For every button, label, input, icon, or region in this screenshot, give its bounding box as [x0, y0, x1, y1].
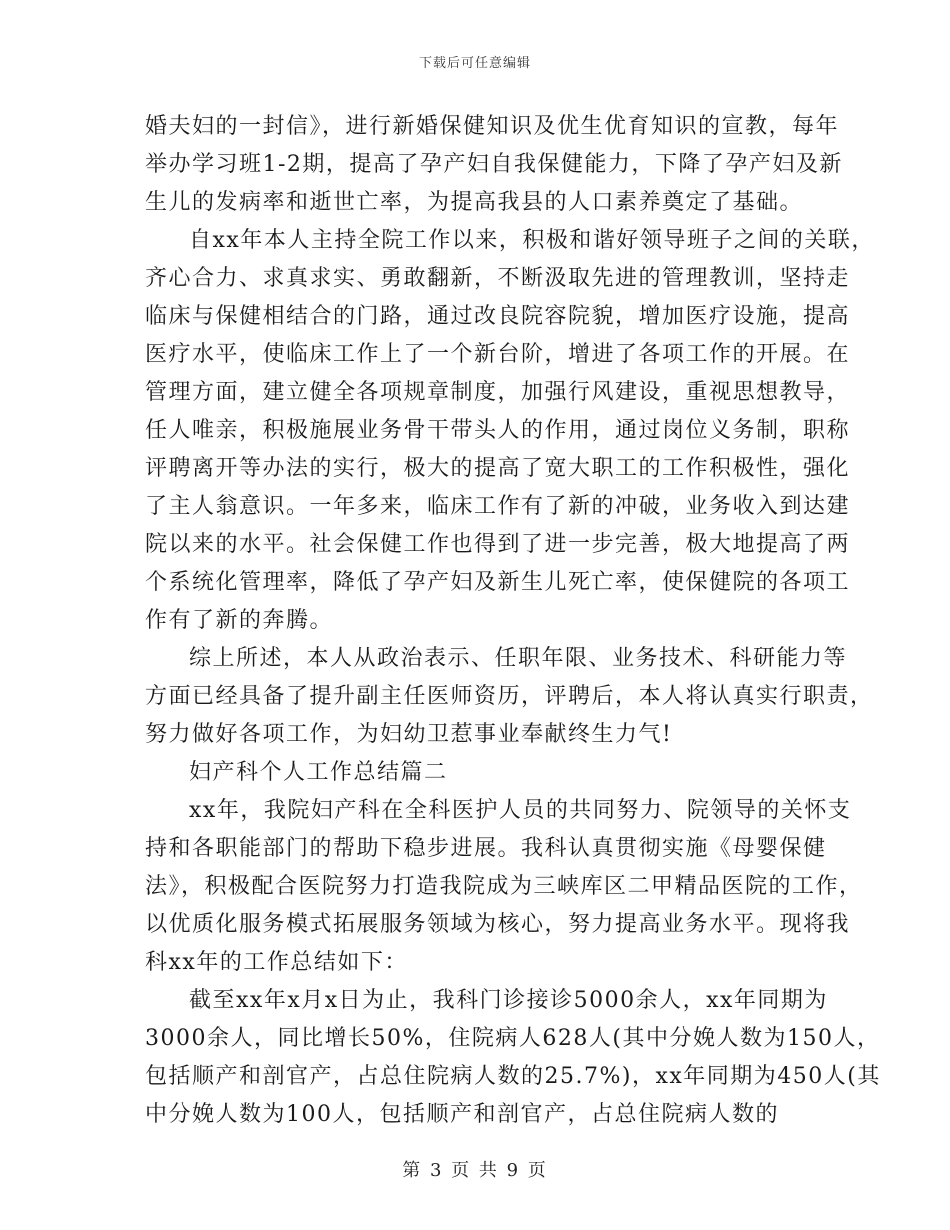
- text-line: 科xx年的工作总结如下：: [145, 950, 408, 975]
- text-line: 医疗水平，使临床工作上了一个新台阶，增进了各项工作的开展。在: [145, 342, 851, 367]
- text-line: 持和各职能部门的帮助下稳步进展。我科认真贯彻实施《母婴保健: [145, 836, 827, 861]
- text-line: 管理方面，建立健全各项规章制度，加强行风建设，重视思想教导，: [145, 380, 851, 405]
- text-line: 努力做好各项工作，为妇幼卫惹事业奉献终生力气!: [145, 722, 673, 747]
- document-body: [145, 108, 881, 1134]
- text-line: 个系统化管理率，降低了孕产妇及新生儿死亡率，使保健院的各项工: [145, 570, 851, 595]
- text-line: 齐心合力、求真求实、勇敢翻新，不断汲取先进的管理教训，坚持走: [145, 266, 851, 291]
- text-line: 评聘离开等办法的实行，极大的提高了宽大职工的工作积极性，强化: [145, 456, 851, 481]
- text-line: 了主人翁意识。一年多来，临床工作有了新的冲破，业务收入到达建: [145, 494, 851, 519]
- text-line: 自xx年本人主持全院工作以来，积极和谐好领导班子之间的关联，: [189, 228, 875, 253]
- page-number-footer: 第 3 页 共 9 页: [402, 1160, 548, 1181]
- text-line: 以优质化服务模式拓展服务领域为核心，努力提高业务水平。现将我: [145, 912, 851, 937]
- text-line: 综上所述，本人从政治表示、任职年限、业务技术、科研能力等: [189, 646, 848, 671]
- page-header: 下载后可任意编辑: [418, 56, 531, 71]
- text-line: 作有了新的奔腾。: [145, 608, 334, 633]
- text-line: 院以来的水平。社会保健工作也得到了进一步完善，极大地提高了两: [145, 532, 851, 557]
- text-line: 临床与保健相结合的门路，通过改良院容院貌，增加医疗设施，提高: [145, 304, 851, 329]
- text-line: 3000余人，同比增长50%，住院病人628人(其中分娩人数为150人，: [145, 1026, 881, 1051]
- text-line: 包括顺产和剖官产，占总住院病人数的25.7%)，xx年同期为450人(其: [145, 1064, 881, 1089]
- text-line: 婚夫妇的一封信》，进行新婚保健知识及优生优育知识的宣教，每年: [145, 114, 840, 139]
- text-line: xx年，我院妇产科在全科医护人员的共同努力、院领导的关怀支: [189, 798, 852, 823]
- text-line: 法》，积极配合医院努力打造我院成为三峡库区二甲精品医院的工作，: [145, 874, 863, 899]
- text-line: 举办学习班1-2期，提高了孕产妇自我保健能力，下降了孕产妇及新: [145, 152, 843, 177]
- text-line: 生儿的发病率和逝世亡率，为提高我县的人口素养奠定了基础。: [145, 190, 804, 215]
- text-line: 方面已经具备了提升副主任医师资历，评聘后，本人将认真实行职责，: [145, 684, 874, 709]
- text-line: 任人唯亲，积极施展业务骨干带头人的作用，通过岗位义务制，职称: [145, 418, 851, 443]
- text-line: 中分娩人数为100人，包括顺产和剖官产，占总住院病人数的: [145, 1102, 779, 1127]
- text-line: 妇产科个人工作总结篇二: [189, 760, 448, 785]
- text-line: 截至xx年x月x日为止，我科门诊接诊5000余人，xx年同期为: [189, 988, 828, 1013]
